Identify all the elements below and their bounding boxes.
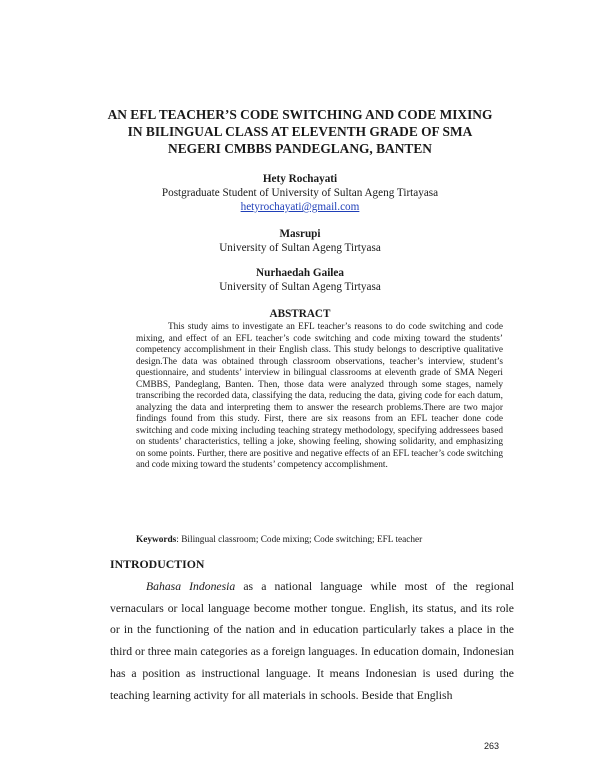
author-block-1: [100, 172, 500, 214]
intro-italic-term: Bahasa Indonesia: [146, 580, 236, 593]
author-email-link[interactable]: hetyrochayati@gmail.com: [240, 201, 360, 213]
author-affiliation: University of Sultan Ageng Tirtyasa: [219, 242, 381, 254]
author-block-2: [100, 227, 500, 255]
title-line: AN EFL TEACHER’S CODE SWITCHING AND CODE MIXING: [107, 107, 493, 122]
author-name: Nurhaedah Gailea: [256, 267, 344, 279]
page-number: 263: [484, 741, 500, 751]
keywords-line: [136, 534, 503, 546]
paper-title: [80, 106, 520, 157]
keywords-label: Keywords: [136, 535, 177, 545]
intro-body-text: as a national language while most of the regional vernaculars or local language become mother tongue. English, its status, and its role or in the functioning of the nation and in education particularly takes a place in the third or three main categories as a foreign languages. In education domain, Indonesian has a position as instructional language. It means Indonesian is used during the teaching learning activity for all materials in schools. Beside that English: [110, 580, 514, 702]
abstract-body: This study aims to investigate an EFL teacher’s reasons to do code switching and code mixing, and effect of an EFL teacher’s code switching and code mixing toward the students’ competency accomplishment in their English class. This study belongs to descriptive qualitative design.The data was obtained through classroom observations, teacher’s interview, student’s questionnaire, and students’ interview in bilingual classrooms at eleventh grade of SMA Negeri CMBBS, Pandeglang, Banten. Then, those data were analyzed through some stages, namely transcribing the recorded data, classifying the data, reducing the data, giving code for each datum, analyzing the data and interpreting them to answer the research problems.There are two major findings found from this study. First, there are six reasons from an EFL teacher done code switching and code mixing including teaching strategy methodology, specifying addressees based on students’ characteristics, telling a joke, showing feeling, showing solidarity, and emphasizing on some points. Further, there are positive and negative effects of an EFL teacher’s code switching and code mixing toward the students’ competency accomplishment.: [136, 322, 503, 470]
author-affiliation: Postgraduate Student of University of Sultan Ageng Tirtayasa: [161, 187, 439, 199]
introduction-paragraph: [110, 576, 514, 706]
keywords-text: : Bilingual classroom; Code mixing; Code switching; EFL teacher: [176, 535, 423, 545]
author-affiliation: University of Sultan Ageng Tirtyasa: [219, 281, 381, 293]
title-line: IN BILINGUAL CLASS AT ELEVENTH GRADE OF SMA: [127, 124, 473, 139]
title-line: NEGERI CMBBS PANDEGLANG, BANTEN: [168, 141, 432, 156]
section-heading-introduction: INTRODUCTION: [110, 557, 205, 571]
author-name: Masrupi: [279, 228, 321, 240]
author-block-3: [100, 266, 500, 294]
author-name: Hety Rochayati: [262, 173, 338, 185]
abstract-heading: ABSTRACT: [269, 308, 331, 320]
